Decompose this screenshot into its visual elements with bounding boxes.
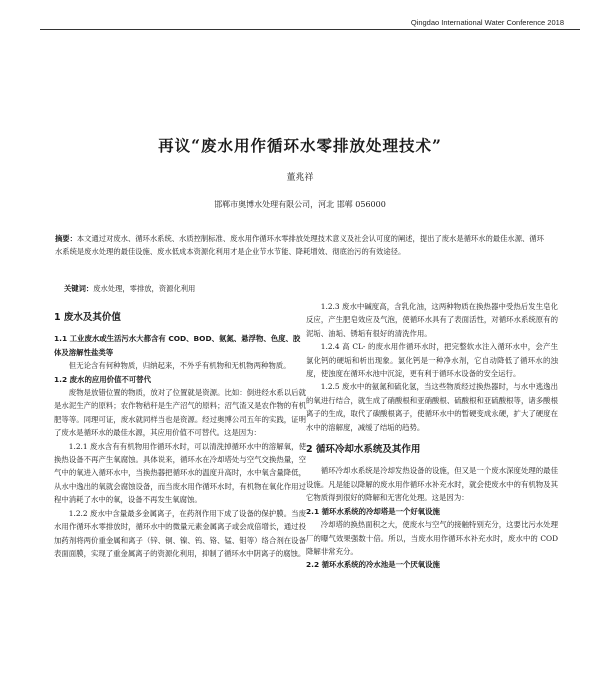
keywords [64, 284, 544, 294]
subsection-2-1-heading: 2.1 循环水系统的冷却塔是一个好氧设施 [306, 506, 440, 516]
subsection-2-2-heading: 2.2 循环水系统的冷水池是一个厌氧设施 [306, 560, 440, 570]
paragraph: 废物是放错位置的物质，放对了位置就是资源。比如：倒进经水系以后就是水泥生产的原料；农作物秸秆是生产沼气的原料；沼气渣又是农作物的有机肥等等。同理可证，废水就同样当也是资源。经过奥博公司五年的实践，证明了废水是循环水的最佳水源，其应用价值不可替代。这是因为： [54, 388, 306, 438]
header-rule [40, 29, 580, 30]
paragraph: 循环冷却水系统是冷却发热设备的设施，但又是一个废水深度处理的最佳设施。凡是能以降解的废水用作循环水补充水时，就会使废水中的有机物及其它物质得到很好的降解和无害化处理。这是因为： [306, 466, 558, 503]
keywords-text: 废水处理，零排放，资源化利用 [93, 284, 196, 293]
abstract-label: 摘要： [55, 234, 77, 243]
paragraph: 冷却塔的换热面积之大，使废水与空气的接触特别充分，这要比污水处理厂的曝气效果强数十倍。所以，当废水用作循环水补充水时，废水中的 COD 降解非常充分。 [306, 520, 558, 556]
subsection-1-1-heading: 1.1 工业废水或生活污水大都含有 COD、BOD、氨氮、悬浮物、色度、胶体及溶解性盐类等 [54, 334, 301, 357]
right-column [306, 300, 558, 572]
keywords-label: 关键词： [64, 284, 94, 293]
paragraph: 1.2.3 废水中碱度高，含乳化油，这两种物质在换热器中受热后发生皂化反应，产生肥皂效应及气泡，使循环水具有了表面活性，对循环水系统原有的泥垢、油垢、锈垢有很好的清洗作用。 [306, 302, 558, 338]
left-column [54, 308, 306, 560]
author-affiliation: 邯郸市奥博水处理有限公司，河北 邯郸 056000 [214, 200, 386, 209]
conference-header: Qingdao International Water Conference 2018 [410, 18, 564, 27]
paper-title: 再议“废水用作循环水零排放处理技术” [158, 136, 442, 155]
paragraph: 1.2.2 废水中含量最多金属离子，在药剂作用下成了设备的保护膜。当废水用作循环水零排放时，循环水中的微量元素金属离子或会成倍增长，通过投加药剂将两价重金属和离子（锌、铜、镍、钨、铬、锰、钼等）络合剂在设备表面面膜，实现了重金属离子的资源化利用，抑制了循环水中阴离子的腐蚀。 [54, 508, 306, 558]
abstract [55, 232, 550, 258]
abstract-text: 本文通过对废水、循环水系统、水质控制标准、废水用作循环水零排放处理技术意义及社会认可度的阐述，提出了废水是循环水的最佳水源、循环水系统是废水处理的最佳设施、废水低成本资源化利用才是企业节水节能、降耗增效、彻底治污的有效途径。 [55, 234, 544, 256]
paragraph: 1.2.5 废水中的氨氮和硫化氢，当这些物质经过换热器时，与水中逃逸出的氧进行结合，就生成了硝酸根和亚硝酸根、硫酸根和亚硫酸根等，诸多酸根离子的生成，取代了碳酸根离子，使循环水中的暂硬变成永硬，扩大了硬度在水中的溶解度，减缓了结垢的趋势。 [306, 382, 558, 432]
paragraph: 1.2.1 废水含有有机物用作循环水时，可以清洗掉循环水中的溶解氧，使换热设备不再产生氧腐蚀。具体说来，循环水在冷却塔处与空气交换热量，空气中的氧进入循环水中，当换热器把循环水的温度升高时，水中氧含量降低，从水中逸出的氧就会腐蚀设备，而当废水用作循环水时，有机物在氧化作用过程中消耗了水中的氧，设备不再发生氧腐蚀。 [54, 441, 306, 505]
section-1-heading: 1 废水及其价值 [54, 312, 121, 323]
author-name: 董兆祥 [286, 173, 314, 183]
paragraph: 1.2.4 高 CL- 的废水用作循环水时，把完整软水注入循环水中，会产生氯化钙的硬垢和析出现象。氯化钙是一种净水剂，它自动降低了循环水的浊度，使浊度在循环水池中沉淀，更有利于循环水设备的安全运行。 [306, 342, 558, 379]
subsection-1-2-heading: 1.2 废水的应用价值不可替代 [54, 374, 151, 384]
section-2-heading: 2 循环冷却水系统及其作用 [306, 444, 421, 456]
paragraph: 但无论含有何种物质，归纳起来，不外乎有机物和无机物两种物质。 [68, 361, 291, 371]
